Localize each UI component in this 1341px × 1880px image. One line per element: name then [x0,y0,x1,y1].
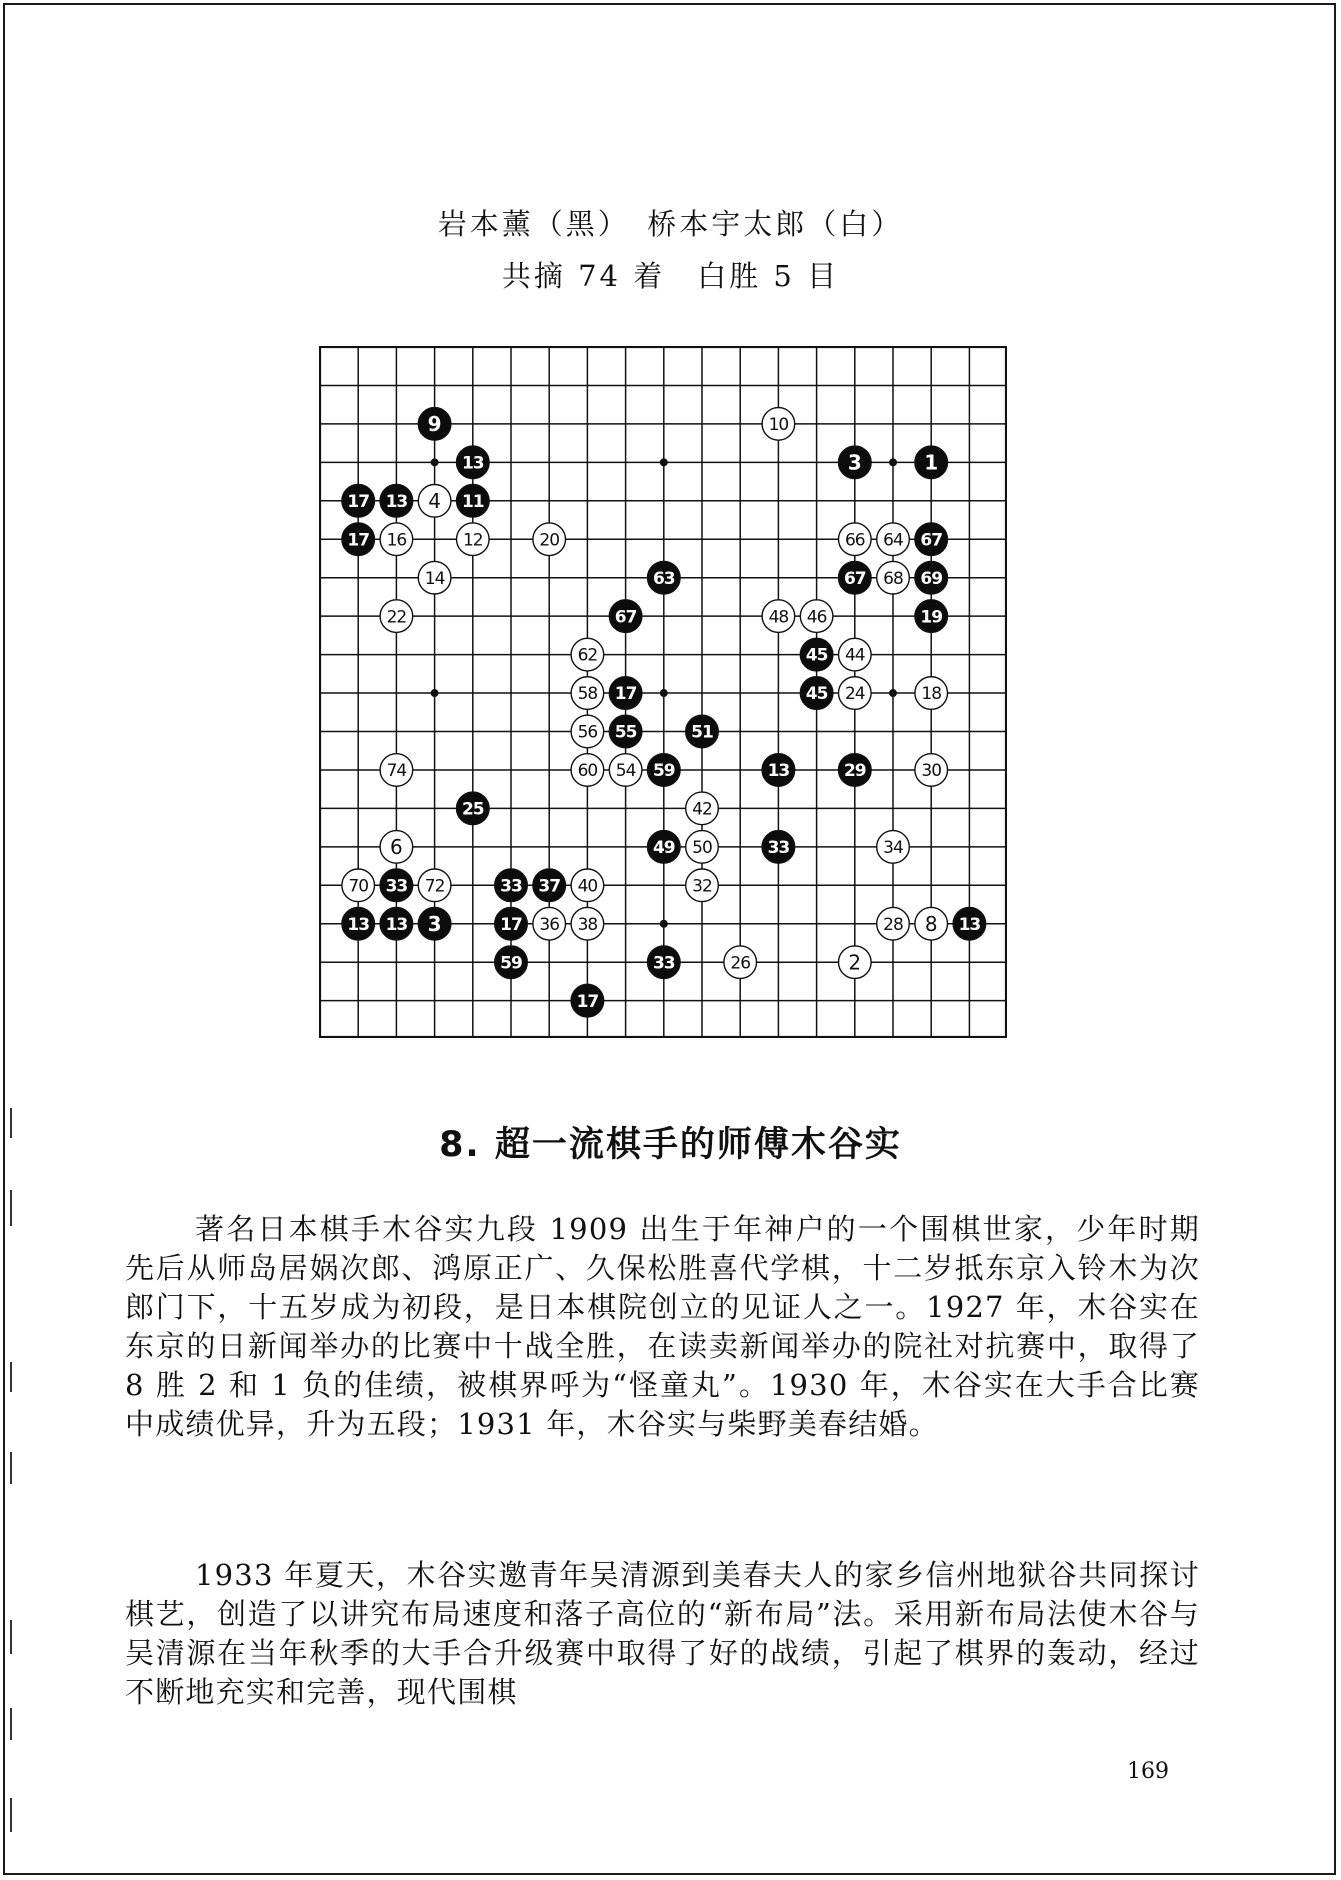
move-number: 25 [461,799,484,820]
move-number: 72 [424,876,445,897]
move-number: 59 [500,953,522,974]
move-number: 33 [385,876,408,897]
scan-edge-mark [10,1798,12,1832]
move-number: 33 [767,837,790,858]
page-number: 169 [1127,1759,1169,1784]
move-number: 9 [427,412,442,437]
star-point [660,689,668,697]
move-number: 37 [538,876,561,897]
move-number: 4 [428,489,441,513]
move-number: 17 [500,914,522,935]
move-number: 17 [576,991,599,1012]
move-number: 68 [883,568,903,589]
move-number: 59 [652,761,675,782]
move-number: 63 [652,568,675,589]
move-number: 49 [652,837,675,858]
move-number: 19 [920,607,943,628]
move-number: 64 [883,530,903,551]
article-paragraph-2: 1933 年夏天，木谷实邀青年吴清源到美春夫人的家乡信州地狱谷共同探讨棋艺，创造了以讲究布局速度和落子高位的“新布局”法。采用新布局法使木谷与吴清源在当年秋季的大手合升级赛中取得了好的战绩，引起了棋界的轰动，经过不断地充实和完善，现代围棋 [125,1558,1200,1709]
star-point [889,689,897,697]
move-number: 44 [844,645,865,666]
move-number: 20 [539,530,560,551]
move-number: 67 [920,530,943,551]
move-number: 67 [843,568,866,589]
move-number: 45 [805,684,828,705]
move-number: 3 [847,450,862,475]
move-number: 62 [577,645,598,666]
move-number: 11 [461,491,484,512]
move-number: 67 [614,607,637,628]
move-number: 58 [577,684,598,705]
move-number: 54 [615,761,636,782]
go-board [319,346,1007,1038]
move-number: 17 [347,530,370,551]
move-number: 3 [427,911,442,936]
move-number: 34 [883,837,903,858]
move-number: 29 [843,761,866,782]
game-result-caption: 共摘 74 着 白胜 5 目 [501,259,840,293]
move-number: 40 [577,876,598,897]
move-number: 33 [652,953,675,974]
move-number: 30 [921,761,942,782]
move-number: 70 [348,876,369,897]
move-number: 18 [921,684,942,705]
move-number: 12 [462,530,483,551]
move-number: 2 [848,950,862,975]
move-number: 51 [691,722,713,743]
game-players-caption: 岩本薰（黑） 桥本宇太郎（白） [437,207,904,241]
move-number: 17 [614,684,637,705]
scan-edge-mark [10,1708,12,1740]
move-number: 16 [386,530,407,551]
move-number: 26 [730,953,751,974]
go-board-svg [319,346,1007,1038]
scan-edge-mark [10,1190,12,1226]
move-number: 13 [385,491,408,512]
scan-edge-mark [10,1362,12,1392]
move-number: 24 [844,684,865,705]
article-paragraph-1: 著名日本棋手木谷实九段 1909 出生于年神户的一个围棋世家，少年时期先后从师岛居娲次郎、鸿原正广、久保松胜喜代学棋，十二岁抵东京入铃木为次郎门下，十五岁成为初段，是日本棋院创立的见证人之一。1927 年，木谷实在东京的日新闻举办的比赛中十战全胜，在读卖新闻举办的院社对抗赛中，取得了 8 胜 2 和 1 负的佳绩，被棋界呼为“怪童丸”。1930 年，木谷实在大手合比赛中成绩优异，升为五段；1931 年，木谷实与柴野美春结婚。 [125,1212,1200,1441]
move-number: 22 [386,607,407,628]
move-number: 50 [692,837,712,858]
move-number: 8 [924,911,938,936]
move-number: 66 [844,530,865,551]
move-number: 32 [692,876,712,897]
star-point [889,458,897,466]
scan-edge-mark [10,1452,12,1484]
star-point [660,920,668,928]
move-number: 56 [577,722,598,743]
move-number: 38 [577,914,598,935]
star-point [431,458,439,466]
move-number: 10 [768,415,789,436]
move-number: 6 [390,835,403,860]
scan-edge-mark [10,1620,12,1654]
move-number: 1 [924,450,939,475]
move-number: 13 [385,914,408,935]
move-number: 14 [424,568,445,589]
move-number: 13 [958,914,981,935]
move-number: 13 [347,914,370,935]
move-number: 48 [768,607,789,628]
move-number: 28 [883,914,903,935]
move-number: 13 [461,453,484,474]
move-number: 13 [767,761,790,782]
move-number: 55 [614,722,637,743]
move-number: 42 [692,799,712,820]
move-number: 46 [806,607,827,628]
section-title: 8. 超一流棋手的师傅木谷实 [439,1125,902,1165]
move-number: 74 [386,761,407,782]
move-number: 33 [500,876,522,897]
move-number: 69 [920,568,943,589]
move-number: 60 [577,761,598,782]
move-number: 45 [805,645,828,666]
star-point [431,689,439,697]
move-number: 17 [347,491,370,512]
move-number: 36 [539,914,560,935]
star-point [660,458,668,466]
